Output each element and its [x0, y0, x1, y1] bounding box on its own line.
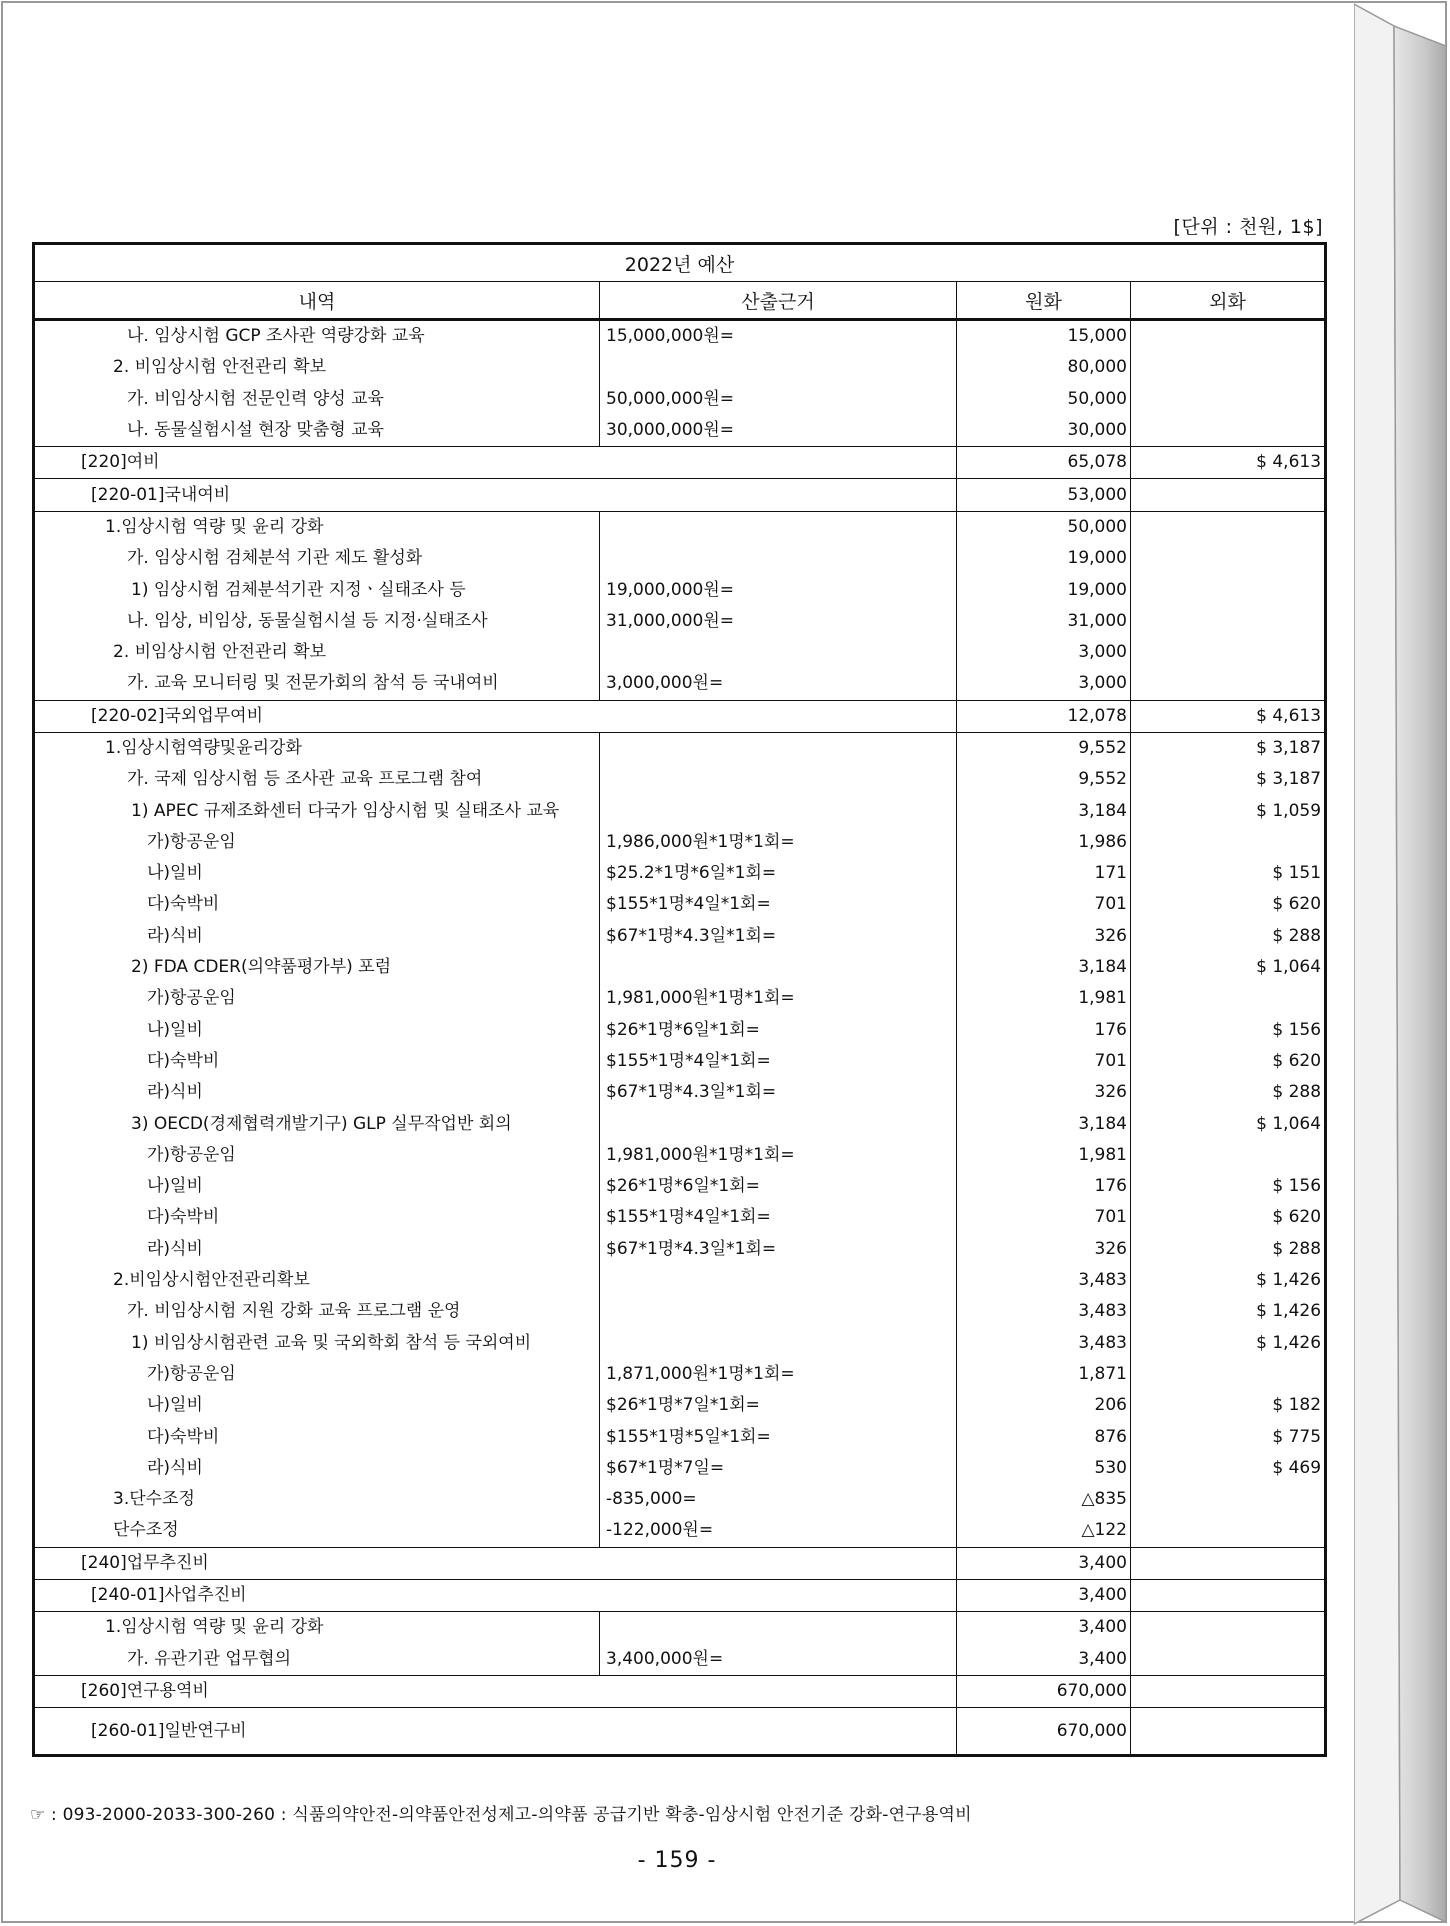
- table-row: [34, 447, 1326, 479]
- cell-item: [260]연구용역비: [34, 1675, 957, 1707]
- cell-basis: $67*1명*4.3일*1회=: [600, 921, 957, 952]
- cell-fx: $ 156: [1131, 1171, 1326, 1202]
- cell-krw: 3,483: [957, 1265, 1131, 1296]
- cell-basis: 31,000,000원=: [600, 606, 957, 637]
- cell-basis: 15,000,000원=: [600, 320, 957, 353]
- table-row: [34, 1675, 1326, 1707]
- cell-krw: 3,400: [957, 1612, 1131, 1644]
- cell-fx: [1131, 1643, 1326, 1675]
- cell-krw: 530: [957, 1453, 1131, 1484]
- cell-item: 2. 비임상시험 안전관리 확보: [34, 352, 600, 383]
- header-basis: 산출근거: [600, 282, 957, 320]
- cell-krw: 171: [957, 858, 1131, 889]
- cell-basis: [600, 637, 957, 668]
- cell-item: [240]업무추진비: [34, 1547, 957, 1579]
- cell-basis: [600, 1296, 957, 1327]
- cell-item: 나. 임상시험 GCP 조사관 역량강화 교육: [34, 320, 600, 353]
- cell-fx: [1131, 574, 1326, 605]
- table-row: [34, 1140, 1326, 1171]
- cell-fx: [1131, 1484, 1326, 1515]
- cell-fx: $ 1,426: [1131, 1296, 1326, 1327]
- table-row: [34, 1077, 1326, 1108]
- cell-fx: [1131, 1547, 1326, 1579]
- cell-basis: $25.2*1명*6일*1회=: [600, 858, 957, 889]
- cell-krw: 9,552: [957, 764, 1131, 795]
- cell-fx: [1131, 1612, 1326, 1644]
- cell-basis: 1,981,000원*1명*1회=: [600, 983, 957, 1014]
- cell-fx: $ 469: [1131, 1453, 1326, 1484]
- cell-item: 가. 비임상시험 지원 강화 교육 프로그램 운영: [34, 1296, 600, 1327]
- cell-basis: $155*1명*4일*1회=: [600, 1202, 957, 1233]
- cell-item: 나. 동물실험시설 현장 맞춤형 교육: [34, 415, 600, 447]
- cell-fx: $ 182: [1131, 1390, 1326, 1421]
- table-row: [34, 1421, 1326, 1452]
- table-row: [34, 384, 1326, 415]
- table-row: [34, 543, 1326, 574]
- table-row: [34, 1515, 1326, 1547]
- table-row: [34, 1484, 1326, 1515]
- cell-item: 라)식비: [34, 1234, 600, 1265]
- cell-item: 1) 임상시험 검체분석기관 지정ㆍ실태조사 등: [34, 574, 600, 605]
- cell-basis: $67*1명*4.3일*1회=: [600, 1234, 957, 1265]
- cell-krw: 670,000: [957, 1708, 1131, 1756]
- cell-item: 가)항공운임: [34, 1140, 600, 1171]
- cell-krw: 1,986: [957, 827, 1131, 858]
- cell-krw: 3,483: [957, 1296, 1131, 1327]
- cell-item: 가)항공운임: [34, 983, 600, 1014]
- cell-item: 1.임상시험 역량 및 윤리 강화: [34, 1612, 600, 1644]
- cell-fx: [1131, 637, 1326, 668]
- cell-fx: [1131, 668, 1326, 700]
- cell-item: 단수조정: [34, 1515, 600, 1547]
- table-row: [34, 1171, 1326, 1202]
- cell-basis: [600, 352, 957, 383]
- cell-krw: 3,400: [957, 1643, 1131, 1675]
- cell-basis: $155*1명*5일*1회=: [600, 1421, 957, 1452]
- table-row: [34, 795, 1326, 826]
- cell-fx: $ 1,064: [1131, 1108, 1326, 1139]
- cell-krw: △122: [957, 1515, 1131, 1547]
- cell-krw: 9,552: [957, 732, 1131, 764]
- table-row: [34, 1265, 1326, 1296]
- cell-fx: $ 1,426: [1131, 1328, 1326, 1359]
- cell-fx: $ 620: [1131, 889, 1326, 920]
- cell-krw: 1,981: [957, 983, 1131, 1014]
- cell-item: 나)일비: [34, 1390, 600, 1421]
- cell-basis: [600, 543, 957, 574]
- cell-basis: 1,986,000원*1명*1회=: [600, 827, 957, 858]
- cell-krw: 12,078: [957, 700, 1131, 732]
- table-row: [34, 1202, 1326, 1233]
- cell-item: 다)숙박비: [34, 1202, 600, 1233]
- cell-krw: 876: [957, 1421, 1131, 1452]
- cell-krw: 3,400: [957, 1547, 1131, 1579]
- cell-krw: 206: [957, 1390, 1131, 1421]
- cell-krw: 1,981: [957, 1140, 1131, 1171]
- footnote: ☞ : 093-2000-2033-300-260 : 식품의약안전-의약품안전성제고-의약품 공급기반 확충-임상시험 안전기준 강화-연구용역비: [30, 1805, 972, 1825]
- cell-krw: 30,000: [957, 415, 1131, 447]
- header-fx: 외화: [1131, 282, 1326, 320]
- cell-item: 1) APEC 규제조화센터 다국가 임상시험 및 실태조사 교육: [34, 795, 600, 826]
- cell-basis: [600, 952, 957, 983]
- table-row: [34, 700, 1326, 732]
- table-row: [34, 1359, 1326, 1390]
- cell-item: 가)항공운임: [34, 827, 600, 858]
- table-row: [34, 1015, 1326, 1046]
- cell-krw: 3,000: [957, 637, 1131, 668]
- table-row: [34, 983, 1326, 1014]
- cell-fx: [1131, 1359, 1326, 1390]
- cell-item: 2. 비임상시험 안전관리 확보: [34, 637, 600, 668]
- cell-fx: $ 156: [1131, 1015, 1326, 1046]
- cell-basis: $26*1명*6일*1회=: [600, 1015, 957, 1046]
- header-item: 내역: [34, 282, 600, 320]
- cell-fx: [1131, 415, 1326, 447]
- cell-item: 가. 임상시험 검체분석 기관 제도 활성화: [34, 543, 600, 574]
- table-row: [34, 1708, 1326, 1756]
- cell-item: 나)일비: [34, 1171, 600, 1202]
- cell-fx: [1131, 543, 1326, 574]
- table-row: [34, 1296, 1326, 1327]
- table-row: [34, 1579, 1326, 1611]
- cell-item: 다)숙박비: [34, 889, 600, 920]
- table-row: [34, 732, 1326, 764]
- page-curl-decoration: [1354, 0, 1450, 1926]
- cell-fx: $ 1,059: [1131, 795, 1326, 826]
- table-body: [34, 320, 1326, 1756]
- cell-basis: $155*1명*4일*1회=: [600, 1046, 957, 1077]
- table-row: [34, 1547, 1326, 1579]
- cell-item: 가)항공운임: [34, 1359, 600, 1390]
- table-row: [34, 1390, 1326, 1421]
- cell-basis: -122,000원=: [600, 1515, 957, 1547]
- cell-basis: -835,000=: [600, 1484, 957, 1515]
- table-row: [34, 320, 1326, 353]
- cell-krw: 50,000: [957, 384, 1131, 415]
- cell-basis: $26*1명*6일*1회=: [600, 1171, 957, 1202]
- cell-fx: $ 3,187: [1131, 732, 1326, 764]
- cell-basis: [600, 764, 957, 795]
- cell-krw: 19,000: [957, 574, 1131, 605]
- cell-fx: $ 620: [1131, 1202, 1326, 1233]
- cell-item: 2.비임상시험안전관리확보: [34, 1265, 600, 1296]
- cell-basis: 1,871,000원*1명*1회=: [600, 1359, 957, 1390]
- cell-item: 나)일비: [34, 858, 600, 889]
- cell-krw: 701: [957, 889, 1131, 920]
- cell-basis: $26*1명*7일*1회=: [600, 1390, 957, 1421]
- cell-basis: $67*1명*4.3일*1회=: [600, 1077, 957, 1108]
- cell-basis: $155*1명*4일*1회=: [600, 889, 957, 920]
- cell-basis: 3,000,000원=: [600, 668, 957, 700]
- cell-item: 가. 유관기관 업무협의: [34, 1643, 600, 1675]
- cell-basis: 50,000,000원=: [600, 384, 957, 415]
- cell-fx: $ 288: [1131, 921, 1326, 952]
- table-row: [34, 574, 1326, 605]
- cell-krw: △835: [957, 1484, 1131, 1515]
- table-row: [34, 952, 1326, 983]
- cell-item: 나. 임상, 비임상, 동물실험시설 등 지정·실태조사: [34, 606, 600, 637]
- cell-krw: 50,000: [957, 511, 1131, 543]
- page-number: - 159 -: [637, 1848, 717, 1873]
- table-row: [34, 764, 1326, 795]
- cell-fx: [1131, 479, 1326, 511]
- cell-basis: [600, 1612, 957, 1644]
- cell-fx: $ 151: [1131, 858, 1326, 889]
- cell-krw: 176: [957, 1015, 1131, 1046]
- cell-fx: $ 288: [1131, 1234, 1326, 1265]
- cell-basis: 19,000,000원=: [600, 574, 957, 605]
- cell-item: 1.임상시험 역량 및 윤리 강화: [34, 511, 600, 543]
- cell-basis: [600, 1328, 957, 1359]
- cell-fx: $ 4,613: [1131, 700, 1326, 732]
- table-row: [34, 1108, 1326, 1139]
- cell-item: [220]여비: [34, 447, 957, 479]
- cell-fx: [1131, 1515, 1326, 1547]
- cell-basis: 3,400,000원=: [600, 1643, 957, 1675]
- cell-fx: [1131, 1675, 1326, 1707]
- cell-basis: 1,981,000원*1명*1회=: [600, 1140, 957, 1171]
- table-row: [34, 1453, 1326, 1484]
- cell-fx: $ 775: [1131, 1421, 1326, 1452]
- cell-item: [220-02]국외업무여비: [34, 700, 957, 732]
- cell-item: 3) OECD(경제협력개발기구) GLP 실무작업반 회의: [34, 1108, 600, 1139]
- cell-fx: [1131, 827, 1326, 858]
- cell-item: 다)숙박비: [34, 1046, 600, 1077]
- table-row: [34, 637, 1326, 668]
- table-row: [34, 1328, 1326, 1359]
- cell-item: [260-01]일반연구비: [34, 1708, 957, 1756]
- table-row: [34, 1046, 1326, 1077]
- cell-item: 가. 국제 임상시험 등 조사관 교육 프로그램 참여: [34, 764, 600, 795]
- cell-krw: 326: [957, 1234, 1131, 1265]
- table-row: [34, 606, 1326, 637]
- cell-krw: 53,000: [957, 479, 1131, 511]
- cell-basis: [600, 795, 957, 826]
- cell-fx: [1131, 1140, 1326, 1171]
- table-row: [34, 827, 1326, 858]
- cell-fx: [1131, 1579, 1326, 1611]
- cell-fx: [1131, 983, 1326, 1014]
- cell-fx: [1131, 606, 1326, 637]
- cell-krw: 80,000: [957, 352, 1131, 383]
- cell-basis: [600, 732, 957, 764]
- cell-krw: 176: [957, 1171, 1131, 1202]
- cell-basis: [600, 1108, 957, 1139]
- table-row: [34, 668, 1326, 700]
- cell-krw: 19,000: [957, 543, 1131, 574]
- table-row: [34, 858, 1326, 889]
- cell-item: 2) FDA CDER(의약품평가부) 포럼: [34, 952, 600, 983]
- cell-fx: $ 4,613: [1131, 447, 1326, 479]
- cell-krw: 3,000: [957, 668, 1131, 700]
- table-row: [34, 921, 1326, 952]
- cell-krw: 326: [957, 921, 1131, 952]
- cell-item: 라)식비: [34, 1077, 600, 1108]
- cell-krw: 3,400: [957, 1579, 1131, 1611]
- table-row: [34, 1234, 1326, 1265]
- cell-krw: 65,078: [957, 447, 1131, 479]
- cell-item: [240-01]사업추진비: [34, 1579, 957, 1611]
- cell-fx: $ 1,064: [1131, 952, 1326, 983]
- unit-label: [단위 : 천원, 1$]: [1173, 216, 1323, 238]
- cell-fx: [1131, 352, 1326, 383]
- cell-item: 3.단수조정: [34, 1484, 600, 1515]
- cell-basis: 30,000,000원=: [600, 415, 957, 447]
- cell-item: 가. 비임상시험 전문인력 양성 교육: [34, 384, 600, 415]
- cell-item: 가. 교육 모니터링 및 전문가회의 참석 등 국내여비: [34, 668, 600, 700]
- cell-fx: [1131, 384, 1326, 415]
- budget-table: [32, 242, 1327, 1757]
- cell-krw: 3,184: [957, 795, 1131, 826]
- table-row: [34, 1643, 1326, 1675]
- cell-basis: [600, 1265, 957, 1296]
- cell-basis: $67*1명*7일=: [600, 1453, 957, 1484]
- cell-krw: 326: [957, 1077, 1131, 1108]
- cell-krw: 670,000: [957, 1675, 1131, 1707]
- cell-item: 나)일비: [34, 1015, 600, 1046]
- cell-item: 다)숙박비: [34, 1421, 600, 1452]
- table-row: [34, 511, 1326, 543]
- cell-krw: 3,184: [957, 1108, 1131, 1139]
- cell-fx: $ 288: [1131, 1077, 1326, 1108]
- cell-fx: [1131, 511, 1326, 543]
- table-row: [34, 479, 1326, 511]
- cell-fx: $ 1,426: [1131, 1265, 1326, 1296]
- cell-krw: 31,000: [957, 606, 1131, 637]
- cell-fx: [1131, 320, 1326, 353]
- table-row: [34, 889, 1326, 920]
- cell-basis: [600, 511, 957, 543]
- cell-fx: [1131, 1708, 1326, 1756]
- table-row: [34, 415, 1326, 447]
- cell-krw: 701: [957, 1202, 1131, 1233]
- cell-fx: $ 620: [1131, 1046, 1326, 1077]
- cell-krw: 1,871: [957, 1359, 1131, 1390]
- table-row: [34, 1612, 1326, 1644]
- table-row: [34, 352, 1326, 383]
- cell-item: 1.임상시험역량및윤리강화: [34, 732, 600, 764]
- cell-fx: $ 3,187: [1131, 764, 1326, 795]
- header-krw: 원화: [957, 282, 1131, 320]
- cell-krw: 701: [957, 1046, 1131, 1077]
- cell-item: [220-01]국내여비: [34, 479, 957, 511]
- cell-krw: 15,000: [957, 320, 1131, 353]
- table-title: 2022년 예산: [34, 244, 1326, 282]
- cell-item: 1) 비임상시험관련 교육 및 국외학회 참석 등 국외여비: [34, 1328, 600, 1359]
- cell-item: 라)식비: [34, 1453, 600, 1484]
- cell-item: 라)식비: [34, 921, 600, 952]
- cell-krw: 3,184: [957, 952, 1131, 983]
- cell-krw: 3,483: [957, 1328, 1131, 1359]
